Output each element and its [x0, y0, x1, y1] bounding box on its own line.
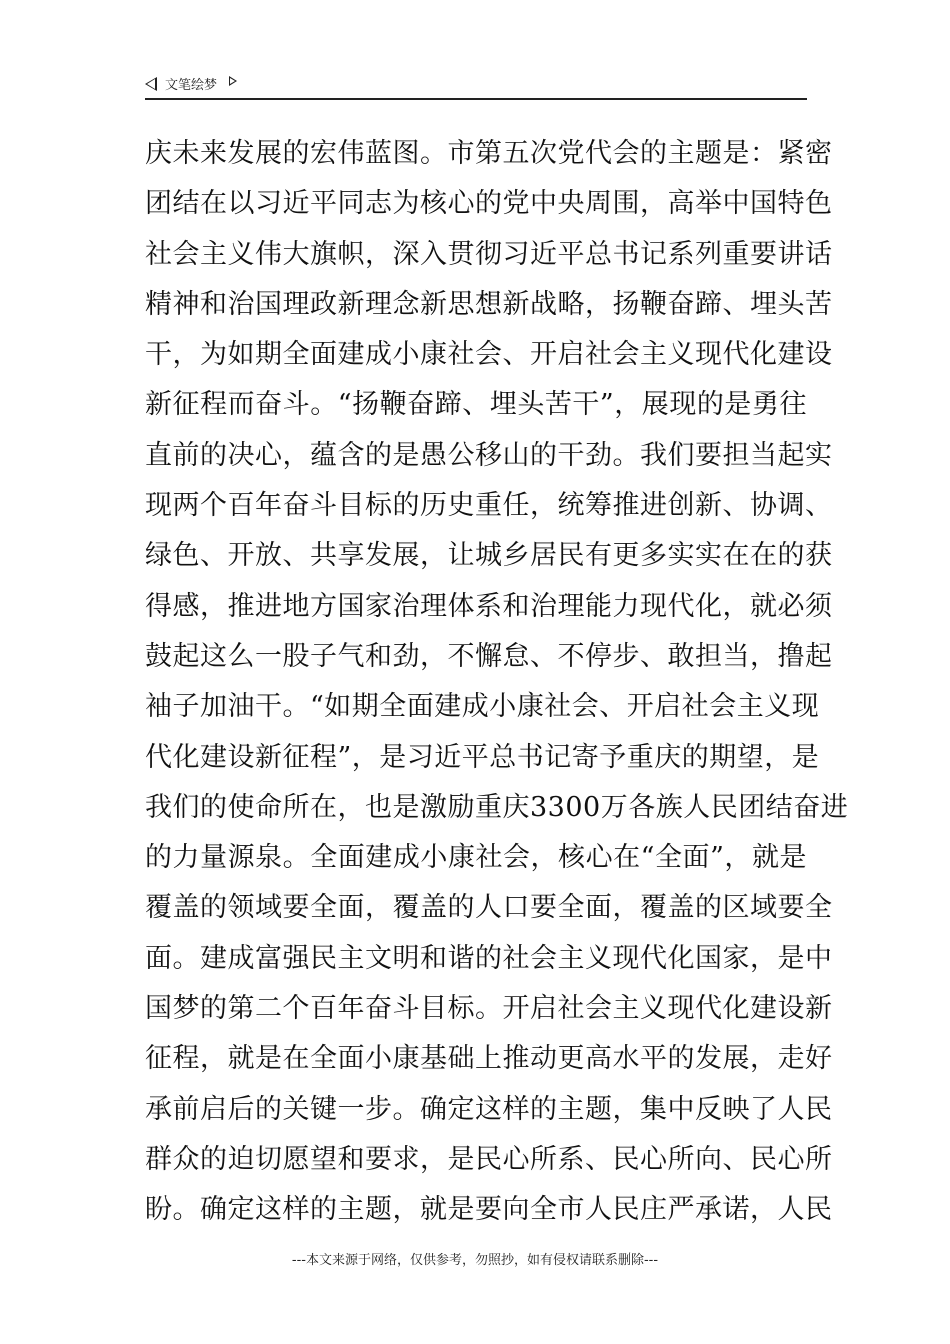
- text-line: 征程，就是在全面小康基础上推动更高水平的发展，走好: [145, 1043, 833, 1075]
- right-triangle-icon: [229, 76, 237, 86]
- text-line: 精神和治国理政新理念新思想新战略，扬鞭奋蹄、埋头苦: [145, 288, 833, 320]
- text-line: 面。建成富强民主文明和谐的社会主义现代化国家，是中: [145, 942, 833, 974]
- text-line: 代化建设新征程”，是习近平总书记寄予重庆的期望，是: [145, 741, 820, 773]
- text-line: 新征程而奋斗。“扬鞭奋蹄、埋头苦干”，展现的是勇往: [145, 389, 807, 421]
- text-line: 庆未来发展的宏伟蓝图。市第五次党代会的主题是：紧密: [145, 138, 833, 169]
- text-line: 社会主义伟大旗帜，深入贯彻习近平总书记系列重要讲话: [145, 238, 833, 270]
- text-line: 群众的迫切愿望和要求，是民心所系、民心所向、民心所: [145, 1143, 833, 1175]
- text-line: 现两个百年奋斗目标的历史重任，统筹推进创新、协调、: [145, 490, 833, 522]
- text-line: 干，为如期全面建成小康社会、开启社会主义现代化建设: [145, 339, 833, 371]
- text-line: 团结在以习近平同志为核心的党中央周围，高举中国特色: [145, 188, 833, 220]
- text-line: 国梦的第二个百年奋斗目标。开启社会主义现代化建设新: [145, 993, 833, 1025]
- text-line: 直前的决心，蕴含的是愚公移山的干劲。我们要担当起实: [145, 439, 833, 471]
- page-header: [145, 70, 807, 100]
- left-triangle-icon: [145, 77, 157, 91]
- text-line: 绿色、开放、共享发展，让城乡居民有更多实实在在的获: [145, 540, 833, 572]
- text-line: 覆盖的领域要全面，覆盖的人口要全面，覆盖的区域要全: [145, 892, 833, 924]
- text-line: 的力量源泉。全面建成小康社会，核心在“全面”，就是: [145, 842, 807, 874]
- text-line: 盼。确定这样的主题，就是要向全市人民庄严承诺，人民: [145, 1194, 833, 1226]
- text-line: 得感，推进地方国家治理体系和治理能力现代化，就必须: [145, 590, 833, 622]
- header-brand: 文笔绘梦: [165, 78, 218, 93]
- body-text: [145, 129, 849, 1236]
- header-brand-group: [145, 74, 237, 93]
- text-line: 袖子加油干。“如期全面建成小康社会、开启社会主义现: [145, 691, 820, 723]
- page-footer: ---本文来源于网络，仅供参考，勿照抄，如有侵权请联系删除---: [291, 1253, 659, 1268]
- text-line: 我们的使命所在，也是激励重庆3300万各族人民团结奋进: [145, 791, 849, 823]
- text-line: 鼓起这么一股子气和劲，不懈怠、不停步、敢担当，撸起: [145, 640, 833, 672]
- text-line: 承前启后的关键一步。确定这样的主题，集中反映了人民: [145, 1093, 833, 1125]
